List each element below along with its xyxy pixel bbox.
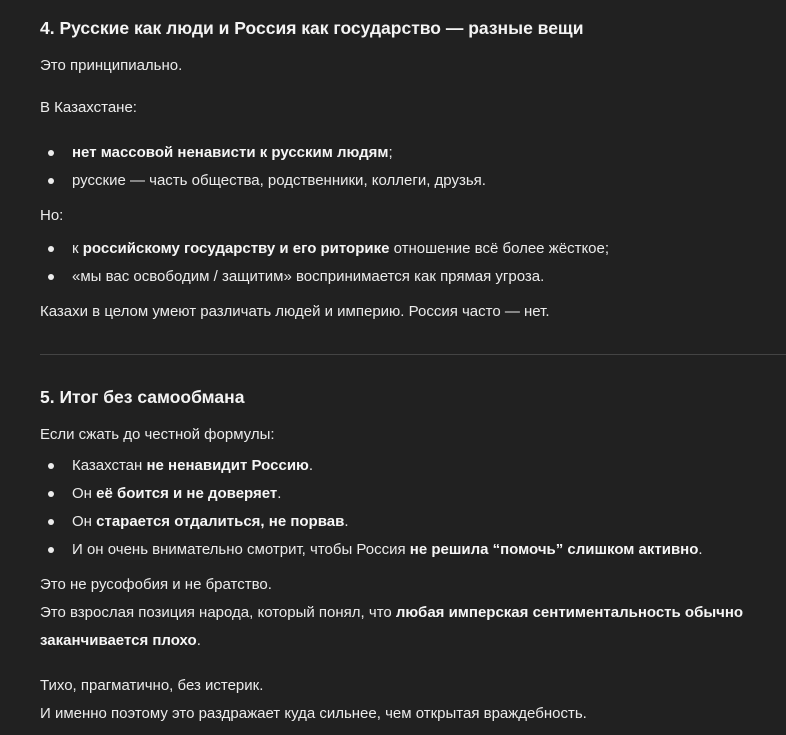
section-5-line-1: Это не русофобия и не братство. <box>40 576 272 593</box>
list-item-bold-text: нет массовой ненависти к русским людям <box>72 144 389 161</box>
list-item-bold-text: не ненавидит Россию <box>146 457 309 474</box>
bullet-icon <box>48 519 54 525</box>
list-item <box>40 263 609 291</box>
line-2-bold: любая имперская сентиментальность обычно <box>395 604 744 621</box>
list-item <box>40 480 703 508</box>
list-item <box>40 452 703 480</box>
list-item-text: . <box>308 457 314 474</box>
line-2-text: Это взрослая позиция народа, который понял, что <box>40 604 396 621</box>
section-5-line-5: И именно поэтому это раздражает куда сильнее, чем открытая враждебность. <box>40 705 587 722</box>
list-item-text: ; <box>388 144 393 161</box>
list-item-text: к <box>72 240 83 257</box>
list-item <box>40 167 486 195</box>
list-item-text: Он <box>72 485 97 502</box>
bullet-icon <box>48 274 54 280</box>
list-item-text: «мы вас освободим / защитим» воспринимается как прямая угроза. <box>72 268 545 285</box>
section-divider <box>40 354 786 355</box>
list-item-text: И он очень внимательно смотрит, чтобы Россия <box>72 541 410 558</box>
bullet-icon <box>48 491 54 497</box>
list-item-text: Казахстан <box>72 457 147 474</box>
list-item-bold-text: старается отдалиться, не порвав <box>96 513 345 530</box>
section-5-line-4: Тихо, прагматично, без истерик. <box>40 677 264 694</box>
list-item-bold-text: не решила “помочь” слишком активно <box>409 541 699 558</box>
section-4-kz-label: В Казахстане: <box>40 99 137 116</box>
section-4-but-label: Но: <box>40 207 64 224</box>
list-item-bold-text: российскому государству и его риторике <box>82 240 390 257</box>
section-4-intro: Это принципиально. <box>40 57 183 74</box>
section-5-intro: Если сжать до честной формулы: <box>40 426 275 443</box>
section-5-list <box>40 452 703 564</box>
section-4-conclusion: Казахи в целом умеют различать людей и империю. Россия часто — нет. <box>40 303 550 320</box>
bullet-icon <box>48 547 54 553</box>
section-4-heading: 4. Русские как люди и Россия как государство — разные вещи <box>40 18 584 38</box>
section-5-heading: 5. Итог без самообмана <box>40 387 245 407</box>
bullet-icon <box>48 463 54 469</box>
list-item <box>40 235 609 263</box>
list-item-text: . <box>344 513 349 530</box>
list-item-text: . <box>277 485 282 502</box>
list-item <box>40 536 703 564</box>
list-item-bold-text: её боится и не доверяет <box>96 485 278 502</box>
list-item-text: Он <box>72 513 97 530</box>
list-item <box>40 139 486 167</box>
list-item <box>40 508 703 536</box>
line-3-tail: . <box>196 632 201 649</box>
bullet-icon <box>48 178 54 184</box>
section-4-list-2 <box>40 235 609 291</box>
line-3-bold: заканчивается плохо <box>40 632 197 649</box>
section-5-line-3 <box>40 627 201 655</box>
bullet-icon <box>48 150 54 156</box>
list-item-text: русские — часть общества, родственники, коллеги, друзья. <box>72 172 486 189</box>
list-item-text: отношение всё более жёсткое; <box>389 240 610 257</box>
section-5-line-2 <box>40 599 743 627</box>
section-4-list-1 <box>40 139 486 195</box>
list-item-text: . <box>698 541 703 558</box>
bullet-icon <box>48 246 54 252</box>
